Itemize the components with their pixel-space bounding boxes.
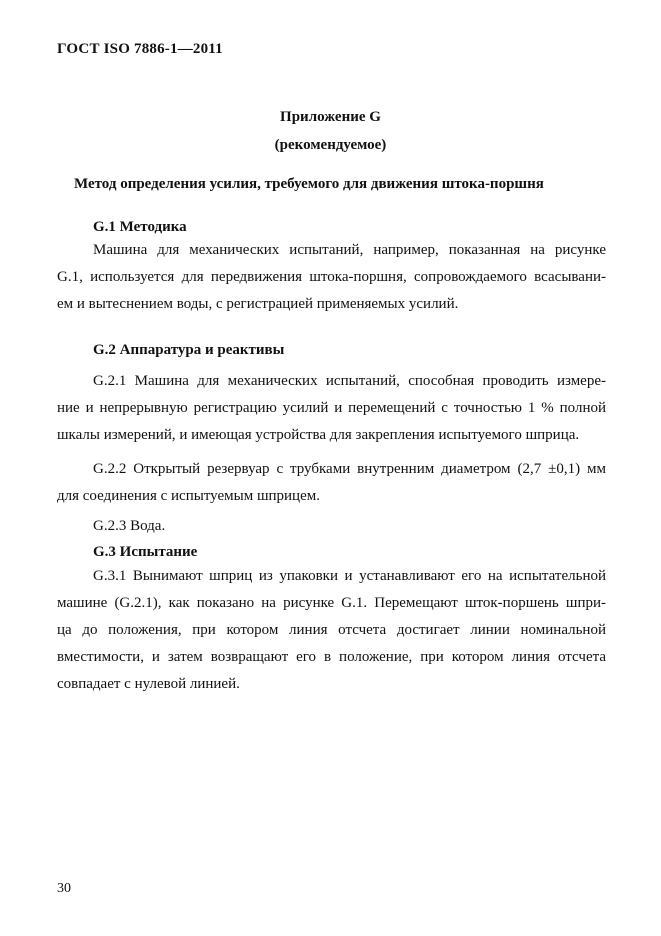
section-g2-2-paragraph (57, 456, 606, 510)
section-g2-heading: G.2 Аппаратура и реактивы (93, 342, 285, 358)
paragraph-line: G.2.1 Машина для механических испытаний, способная проводить измере- (93, 373, 606, 389)
paragraph-line: G.2.3 Вода. (93, 518, 166, 534)
paragraph-line: совпадает с нулевой линией. (57, 676, 240, 692)
paragraph-line: шкалы измерений, и имеющая устройства для закрепления испытуемого шприца. (57, 427, 580, 443)
section-g2-1-paragraph (57, 368, 606, 449)
paragraph-line: машине (G.2.1), как показано на рисунке G.1. Перемещают шток-поршень шпри- (57, 595, 606, 611)
paragraph-line: ние и непрерывную регистрацию усилий и перемещений с точностью 1 % полной (57, 400, 606, 416)
paragraph-line: ца до положения, при котором линия отсчета достигает линии номинальной (57, 622, 606, 638)
section-g1-heading: G.1 Методика (93, 219, 187, 235)
section-g3-1-paragraph (57, 563, 606, 698)
annex-status: (рекомендуемое) (274, 137, 387, 153)
section-g1-paragraph (57, 237, 606, 318)
paragraph-line: Машина для механических испытаний, например, показанная на рисунке (93, 242, 606, 258)
paragraph-line: ем и вытеснением воды, с регистрацией применяемых усилий. (57, 296, 459, 312)
annex-heading: Метод определения усилия, требуемого для движения штока-поршня (74, 176, 544, 192)
paragraph-line: для соединения с испытуемым шприцем. (57, 488, 320, 504)
paragraph-line: вместимости, и затем возвращают его в положение, при котором линия отсчета (57, 649, 606, 665)
page-number: 30 (57, 881, 71, 896)
section-g2-3-paragraph (57, 513, 606, 540)
section-g3-heading: G.3 Испытание (93, 544, 198, 560)
annex-title: Приложение G (280, 109, 381, 125)
paragraph-line: G.2.2 Открытый резервуар с трубками внутренним диаметром (2,7 ±0,1) мм (93, 461, 606, 477)
paragraph-line: G.3.1 Вынимают шприц из упаковки и устанавливают его на испытательной (93, 568, 606, 584)
document-code-header: ГОСТ ISO 7886-1—2011 (57, 41, 223, 57)
paragraph-line: G.1, используется для передвижения штока-поршня, сопровождаемого всасывани- (57, 269, 606, 285)
